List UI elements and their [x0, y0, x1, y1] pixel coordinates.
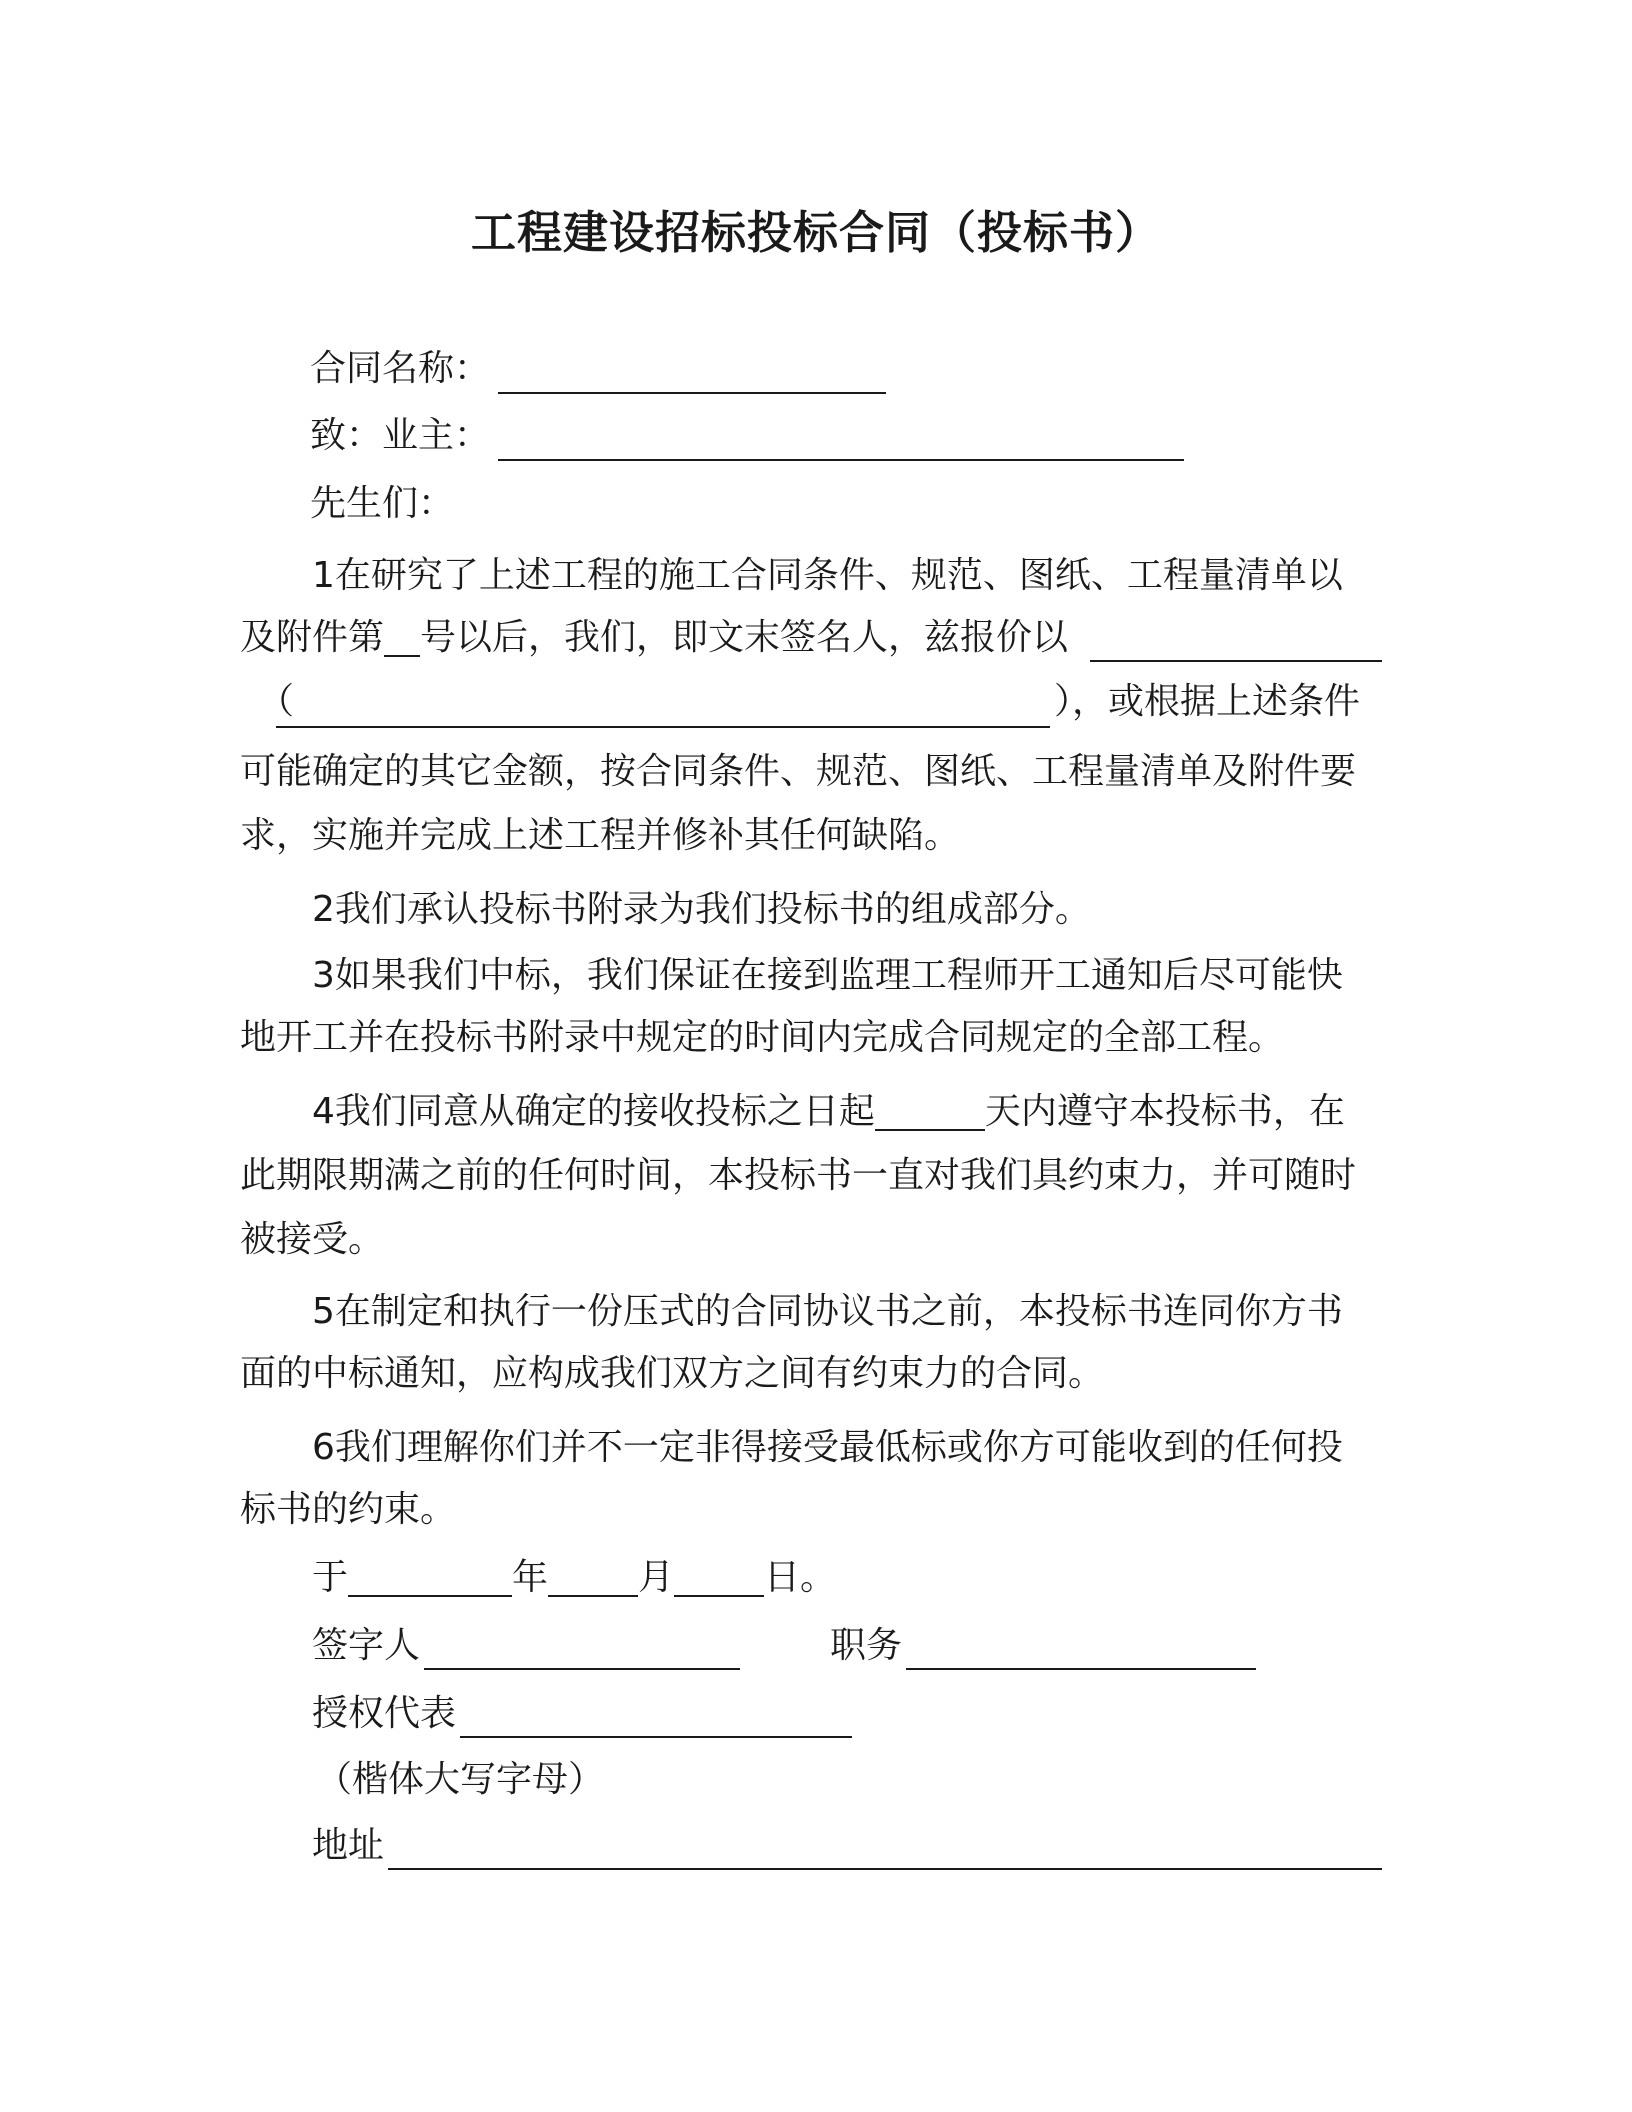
- month-label: 月: [638, 1557, 675, 1598]
- year-label: 年: [512, 1557, 549, 1598]
- para3-line1: 3如果我们中标，我们保证在接到监理工程师开工通知后尽可能快: [312, 955, 1343, 996]
- block-letters-note: （楷体大写字母）: [316, 1759, 605, 1800]
- date-prefix: 于: [312, 1557, 349, 1598]
- authorized-rep-label: 授权代表: [312, 1693, 457, 1734]
- owner-blank: [498, 459, 1184, 461]
- address-blank: [388, 1868, 1382, 1870]
- bid-amount-blank: [1090, 660, 1382, 662]
- para6-line1: 6我们理解你们并不一定非得接受最低标或你方可能收到的任何投: [312, 1427, 1343, 1468]
- para4-line2: 此期限期满之前的任何时间，本投标书一直对我们具约束力，并可随时: [240, 1155, 1357, 1196]
- para1-line2: [240, 614, 1068, 662]
- para1-line3-rest: ），或根据上述条件: [1054, 681, 1361, 722]
- para4-line1-a: 4我们同意从确定的接收投标之日起: [312, 1091, 875, 1132]
- para1-line4: 可能确定的其它金额，按合同条件、规范、图纸、工程量清单及附件要: [240, 751, 1357, 792]
- signer-blank: [424, 1668, 740, 1670]
- year-blank: [348, 1555, 512, 1597]
- para4-line1-b: 天内遵守本投标书，在: [984, 1091, 1345, 1132]
- para1-line5: 求，实施并完成上述工程并修补其任何缺陷。: [240, 815, 961, 856]
- para1-line2-a: 及附件第: [240, 617, 385, 658]
- document-title: 工程建设招标投标合同（投标书）: [470, 206, 1161, 259]
- authorized-rep-blank: [460, 1736, 852, 1738]
- day-blank: [674, 1555, 764, 1597]
- para4-line3: 被接受。: [240, 1219, 385, 1260]
- contract-name-blank: [498, 392, 886, 394]
- signer-label: 签字人: [312, 1625, 421, 1666]
- para2: 2我们承认投标书附录为我们投标书的组成部分。: [312, 889, 1091, 930]
- date-line: [312, 1554, 836, 1602]
- contract-name-label: 合同名称：: [310, 348, 491, 389]
- month-blank: [548, 1555, 638, 1597]
- para5-line2: 面的中标通知，应构成我们双方之间有约束力的合同。: [240, 1353, 1105, 1394]
- para1-line1: 1在研究了上述工程的施工合同条件、规范、图纸、工程量清单以: [312, 555, 1343, 596]
- para3-line2: 地开工并在投标书附录中规定的时间内完成合同规定的全部工程。: [240, 1017, 1285, 1058]
- day-label: 日。: [764, 1557, 837, 1598]
- owner-label: 致：业主：: [310, 415, 491, 456]
- para1-open-paren: （: [258, 681, 295, 722]
- validity-days-blank: [875, 1089, 985, 1131]
- bid-amount-words-blank: [276, 726, 1050, 728]
- para6-line2: 标书的约束。: [240, 1489, 457, 1530]
- para4-line1: [312, 1088, 1345, 1136]
- para5-line1: 5在制定和执行一份压式的合同协议书之前，本投标书连同你方书: [312, 1291, 1343, 1332]
- para1-line2-b: 号以后，我们，即文末签名人，兹报价以: [420, 617, 1069, 658]
- salutation: 先生们：: [310, 483, 455, 524]
- position-label: 职务: [830, 1625, 903, 1666]
- position-blank: [906, 1668, 1256, 1670]
- attachment-number-blank: [384, 615, 420, 657]
- address-label: 地址: [312, 1825, 385, 1866]
